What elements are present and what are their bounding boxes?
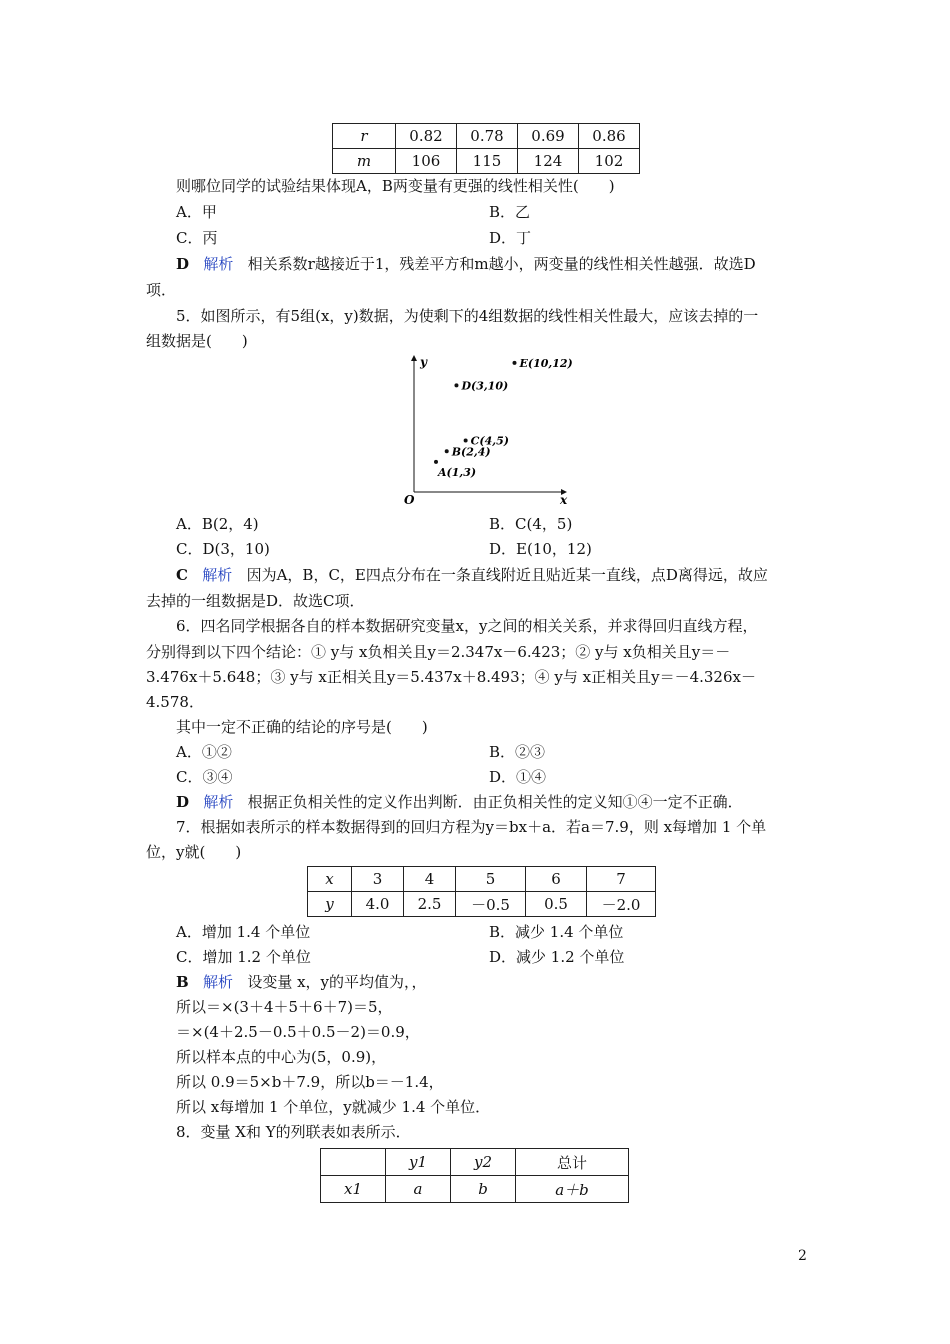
q7-option-b: B．减少 1.4 个单位: [489, 923, 624, 941]
table-row: [333, 149, 640, 174]
table-cell: －2.0: [587, 892, 656, 917]
answer-letter: B: [176, 973, 189, 991]
q6-analysis: [176, 791, 743, 813]
analysis-label: 解析: [202, 566, 233, 584]
q5-analysis-cont: 去掉的一组数据是D．故选C项．: [146, 592, 365, 610]
sample-data-table: [307, 866, 656, 917]
q7-stem-line1: 7．根据如表所示的样本数据得到的回归方程为y＝bx＋a．若a＝7.9，则 x每增加 1 个单: [176, 818, 767, 836]
table-cell: y2: [451, 1149, 516, 1176]
q5-option-b: B．C(4，5): [489, 515, 573, 533]
q7-option-d: D．减少 1.2 个单位: [489, 948, 625, 966]
q7-option-a: A．增加 1.4 个单位: [176, 923, 311, 941]
q8-stem: 8．变量 X和 Y的列联表如表所示．: [176, 1123, 411, 1141]
page-number: 2: [798, 1248, 807, 1264]
origin-label: O: [404, 493, 415, 507]
q5-option-c: C．D(3，10): [176, 540, 270, 558]
answer-letter: D: [176, 793, 190, 811]
table-cell: x1: [321, 1176, 386, 1203]
point-label: B(2,4): [451, 445, 491, 459]
table-cell: 102: [579, 149, 640, 174]
answer-letter: D: [176, 255, 190, 273]
q4-option-a: A．甲: [176, 203, 217, 221]
table-row: [308, 892, 656, 917]
table-cell: 4.0: [352, 892, 404, 917]
table-cell: 5: [456, 867, 526, 892]
q7-option-c: C．增加 1.2 个单位: [176, 948, 311, 966]
q7-analysis-line5: 所以 0.9＝5×b＋7.9，所以b＝－1.4，: [176, 1073, 444, 1091]
q6-stem-line5: 其中一定不正确的结论的序号是( ): [176, 718, 428, 736]
table-cell: 2.5: [404, 892, 456, 917]
q7-analysis: [176, 971, 427, 993]
q5-stem-line2: 组数据是( ): [146, 332, 248, 350]
table-cell: 115: [457, 149, 518, 174]
q6-option-d: D．①④: [489, 768, 547, 786]
scatter-point: [445, 449, 449, 453]
scatter-point: [434, 460, 438, 464]
q5-option-d: D．E(10，12): [489, 540, 592, 558]
point-label: C(4,5): [470, 434, 509, 448]
q4-analysis-cont: 项．: [146, 281, 177, 299]
table-cell: a＋b: [516, 1176, 629, 1203]
q7-analysis-line6: 所以 x每增加 1 个单位，y就减少 1.4 个单位．: [176, 1098, 491, 1116]
table-cell: 7: [587, 867, 656, 892]
q6-option-c: C．③④: [176, 768, 233, 786]
table-cell: 总计: [516, 1149, 629, 1176]
scatter-point: [464, 439, 468, 443]
analysis-label: 解析: [203, 793, 234, 811]
q7-analysis-line4: 所以样本点的中心为(5，0.9)，: [176, 1048, 387, 1066]
analysis-text: 设变量 x，y的平均值为，，: [247, 973, 427, 991]
table-cell: 0.78: [457, 124, 518, 149]
point-label: A(1,3): [438, 465, 477, 479]
q7-stem-line2: 位，y就( ): [146, 843, 242, 861]
q6-stem-line3: 3.476x＋5.648；③ y与 x正相关且y＝5.437x＋8.493；④ y与 x正相关且y＝－4.326x－: [146, 668, 756, 686]
table-row: [321, 1149, 629, 1176]
table-cell: 6: [526, 867, 587, 892]
q6-stem-line4: 4.578．: [146, 693, 204, 711]
q5-stem-line1: 5．如图所示，有5组(x，y)数据，为使剩下的4组数据的线性相关性最大，应该去掉的一: [176, 307, 759, 325]
table-cell: 0.82: [396, 124, 457, 149]
q4-option-b: B．乙: [489, 203, 531, 221]
table-row: [333, 124, 640, 149]
analysis-label: 解析: [203, 973, 234, 991]
q4-analysis: [176, 253, 756, 275]
q6-option-b: B．②③: [489, 743, 546, 761]
table-cell: y1: [386, 1149, 451, 1176]
table-cell: [321, 1149, 386, 1176]
scatter-point: [454, 383, 458, 387]
table-cell: 3: [352, 867, 404, 892]
point-label: E(10,12): [519, 356, 573, 370]
x-axis-label: x: [560, 493, 568, 507]
table-cell: 4: [404, 867, 456, 892]
table-cell: y: [308, 892, 352, 917]
q6-stem-line1: 6．四名同学根据各自的样本数据研究变量x，y之间的相关关系，并求得回归直线方程，: [176, 617, 758, 635]
table-cell: 0.69: [518, 124, 579, 149]
analysis-text: 相关系数r越接近于1，残差平方和m越小，两变量的线性相关性越强．故选D: [247, 255, 756, 273]
q4-stem: 则哪位同学的试验结果体现A，B两变量有更强的线性相关性( ): [176, 177, 615, 195]
q7-analysis-line3: ＝×(4＋2.5－0.5＋0.5－2)＝0.9，: [176, 1023, 420, 1041]
table-cell: a: [386, 1176, 451, 1203]
table-cell: 106: [396, 149, 457, 174]
scatter-point: [512, 361, 516, 365]
analysis-label: 解析: [203, 255, 234, 273]
correlation-table: [332, 123, 640, 174]
answer-letter: C: [176, 566, 188, 584]
q5-option-a: A．B(2，4): [176, 515, 259, 533]
q4-option-d: D．丁: [489, 229, 532, 247]
point-label: D(3,10): [461, 379, 509, 393]
table-row: [308, 867, 656, 892]
table-cell: －0.5: [456, 892, 526, 917]
points-group: [434, 357, 573, 479]
q6-option-a: A．①②: [176, 743, 232, 761]
table-cell: 0.5: [526, 892, 587, 917]
y-axis-label: y: [420, 355, 427, 369]
q4-option-c: C．丙: [176, 229, 218, 247]
table-cell: 124: [518, 149, 579, 174]
q7-analysis-line2: 所以＝×(3＋4＋5＋6＋7)＝5，: [176, 998, 393, 1016]
table-cell: m: [333, 149, 396, 174]
table-cell: 0.86: [579, 124, 640, 149]
contingency-table: [320, 1148, 629, 1203]
analysis-text: 根据正负相关性的定义作出判断．由正负相关性的定义知①④一定不正确．: [247, 793, 743, 811]
q5-analysis: [176, 564, 768, 586]
table-cell: r: [333, 124, 396, 149]
table-row: [321, 1176, 629, 1203]
table-cell: x: [308, 867, 352, 892]
analysis-text: 因为A，B，C，E四点分布在一条直线附近且贴近某一直线，点D离得远，故应: [246, 566, 768, 584]
scatter-chart: [400, 352, 580, 507]
table-cell: b: [451, 1176, 516, 1203]
q6-stem-line2: 分别得到以下四个结论：① y与 x负相关且y＝2.347x－6.423；② y与 x负相关且y＝－: [146, 643, 731, 661]
